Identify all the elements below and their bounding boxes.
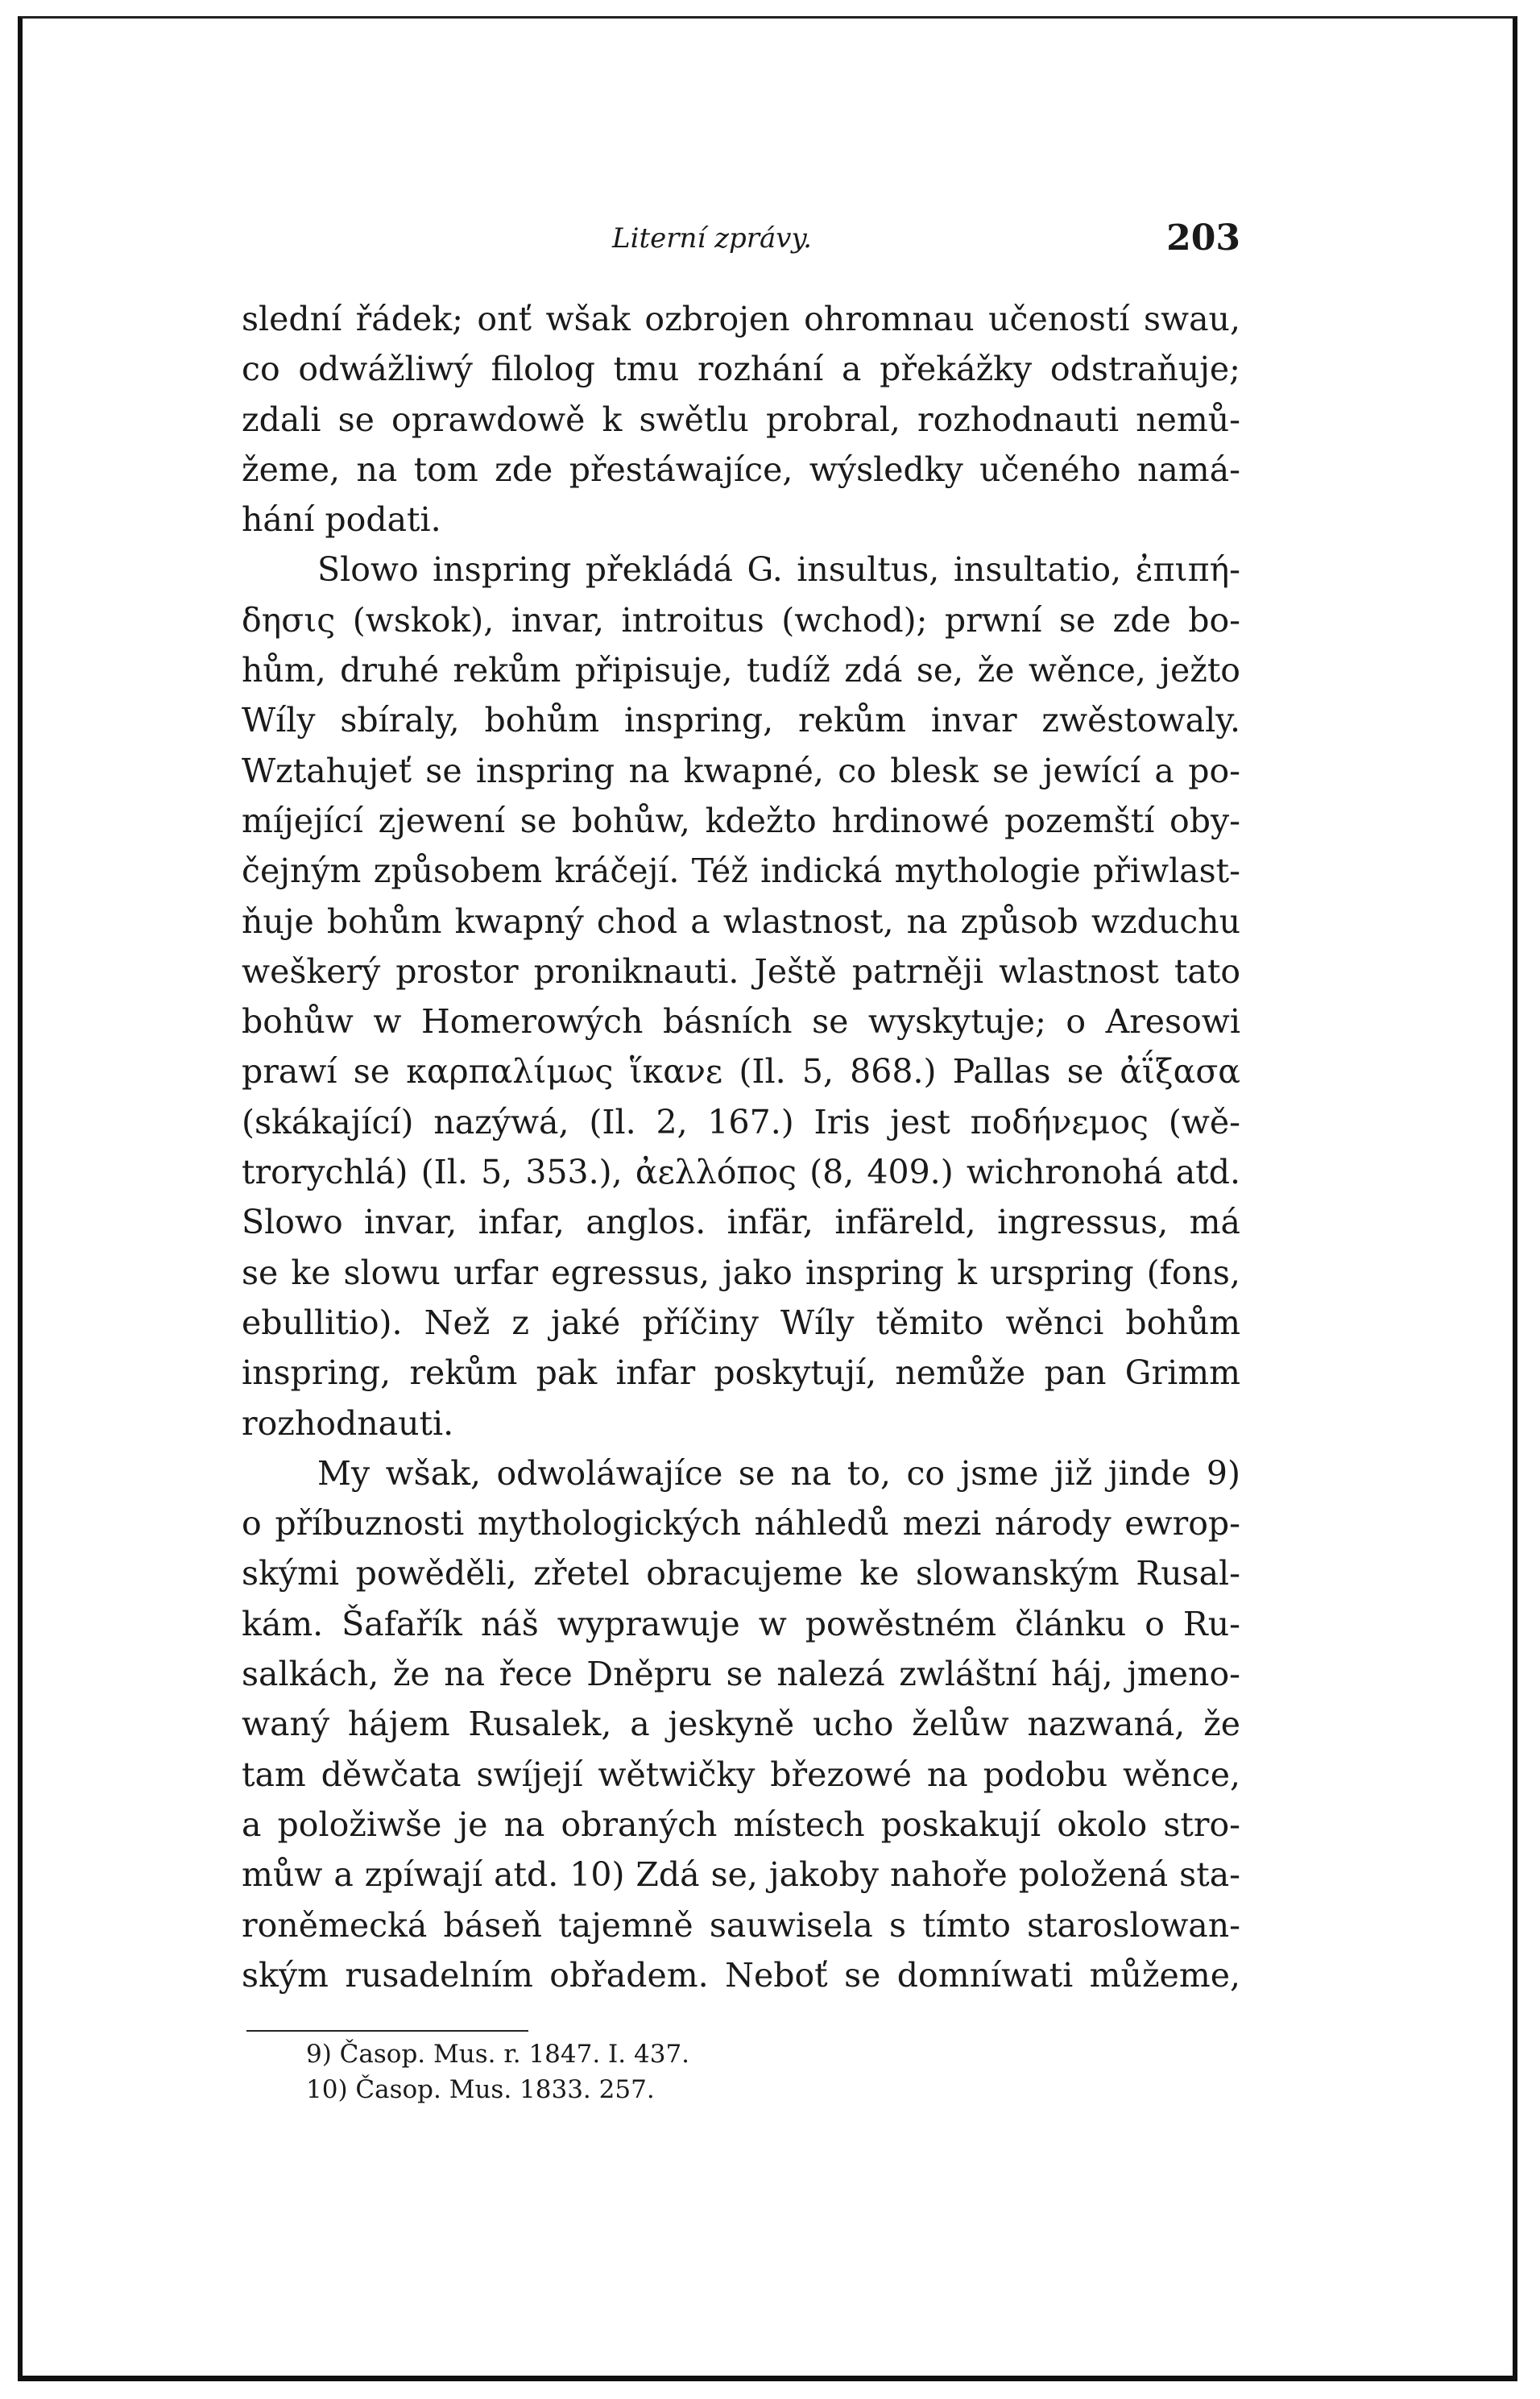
text-line: ebullitio). Než z jaké příčiny Wíly těmito wěnci bohům xyxy=(242,1303,1240,1342)
text-line: kám. Šafařík náš wyprawuje w powěstném článku o Ru- xyxy=(242,1604,1240,1643)
text-line: rozhodnauti. xyxy=(242,1403,454,1443)
text-line: hům, druhé rekům připisuje, tudíž zdá se, že wěnce, ježto xyxy=(242,651,1240,690)
text-line: slední řádek; onť wšak ozbrojen ohromnau učeností swau, xyxy=(242,300,1240,338)
text-line: waný hájem Rusalek, a jeskyně ucho želůw nazwaná, že xyxy=(242,1705,1240,1744)
text-line: bohůw w Homerowých básních se wyskytuje; o Aresowi xyxy=(242,1002,1240,1042)
footnote-separator xyxy=(246,2030,528,2032)
text-line: Wíly sbíraly, bohům inspring, rekům invar zwěstowaly. xyxy=(242,701,1240,740)
text-line: o příbuznosti mythologických náhledů mezi národy ewrop- xyxy=(242,1504,1240,1543)
text-line: weškerý prostor proniknauti. Ještě patrněji wlastnost tato xyxy=(242,951,1240,991)
footnote: 10) Časop. Mus. 1833. 257. xyxy=(306,2075,655,2104)
text-line: Slowo invar, infar, anglos. infär, infäreld, ingressus, má xyxy=(242,1203,1240,1242)
text-line: tam děwčata swíjejí wětwičky březowé na podobu wěnce, xyxy=(242,1755,1240,1794)
body-text xyxy=(242,294,1240,2000)
text-line: (skákající) nazýwá, (Il. 2, 167.) Iris jest ποδήνεμος (wě- xyxy=(242,1102,1240,1141)
text-line: míjející zjewení se bohůw, kdežto hrdinowé pozemští oby- xyxy=(242,801,1240,840)
text-line: zdali se oprawdowě k swětlu probral, rozhodnauti nemů- xyxy=(242,400,1240,439)
text-line: co odwážliwý filolog tmu rozhání a překážky odstraňuje; xyxy=(242,350,1240,389)
running-title: Literní zprávy. xyxy=(612,222,812,255)
page-header xyxy=(242,218,1240,266)
text-line: Wztahujeť se inspring na kwapné, co blesk se jewící a po- xyxy=(242,751,1240,790)
text-line: trorychlá) (Il. 5, 353.), ἀελλόπος (8, 409.) wichronohá atd. xyxy=(242,1153,1240,1192)
footnotes xyxy=(306,2036,950,2107)
text-line: čejným způsobem kráčejí. Též indická mythologie přiwlast- xyxy=(242,851,1240,891)
text-line: hání podati. xyxy=(242,500,441,540)
text-line: můw a zpíwají atd. 10) Zdá se, jakoby nahoře položená sta- xyxy=(242,1855,1240,1895)
text-line: salkách, že na řece Dněpru se nalezá zwláštní háj, jmeno- xyxy=(242,1655,1240,1694)
text-line: ňuje bohům kwapný chod a wlastnost, na způsob wzduchu xyxy=(242,901,1240,941)
footnote: 9) Časop. Mus. r. 1847. I. 437. xyxy=(306,2040,690,2069)
text-line: My wšak, odwoláwajíce se na to, co jsme již jinde 9) xyxy=(317,1453,1240,1493)
page-number: 203 xyxy=(1166,218,1240,259)
text-line: roněmecká báseň tajemně sauwisela s tímto staroslowan- xyxy=(242,1905,1240,1945)
text-line: žeme, na tom zde přestáwajíce, wýsledky učeného namá- xyxy=(242,450,1240,489)
text-line: se ke slowu urfar egressus, jako inspring k urspring (fons, xyxy=(242,1253,1240,1292)
text-line: skými powěděli, zřetel obracujeme ke slowanským Rusal- xyxy=(242,1554,1240,1593)
text-line: prawí se καρπαλίμως ἵκανε (Il. 5, 868.) Pallas se ἀΐξασα xyxy=(242,1052,1240,1092)
text-line: a položiwše je na obraných místech poskakují okolo stro- xyxy=(242,1804,1240,1844)
text-line: δησις (wskok), invar, introitus (wchod); prwní se zde bo- xyxy=(242,600,1240,640)
text-line: ským rusadelním obřadem. Neboť se domníwati můžeme, xyxy=(242,1955,1240,1995)
text-line: inspring, rekům pak infar poskytují, nemůže pan Grimm xyxy=(242,1353,1240,1393)
text-line: Slowo inspring překládá G. insultus, insultatio, ἐπιπή- xyxy=(317,550,1240,590)
